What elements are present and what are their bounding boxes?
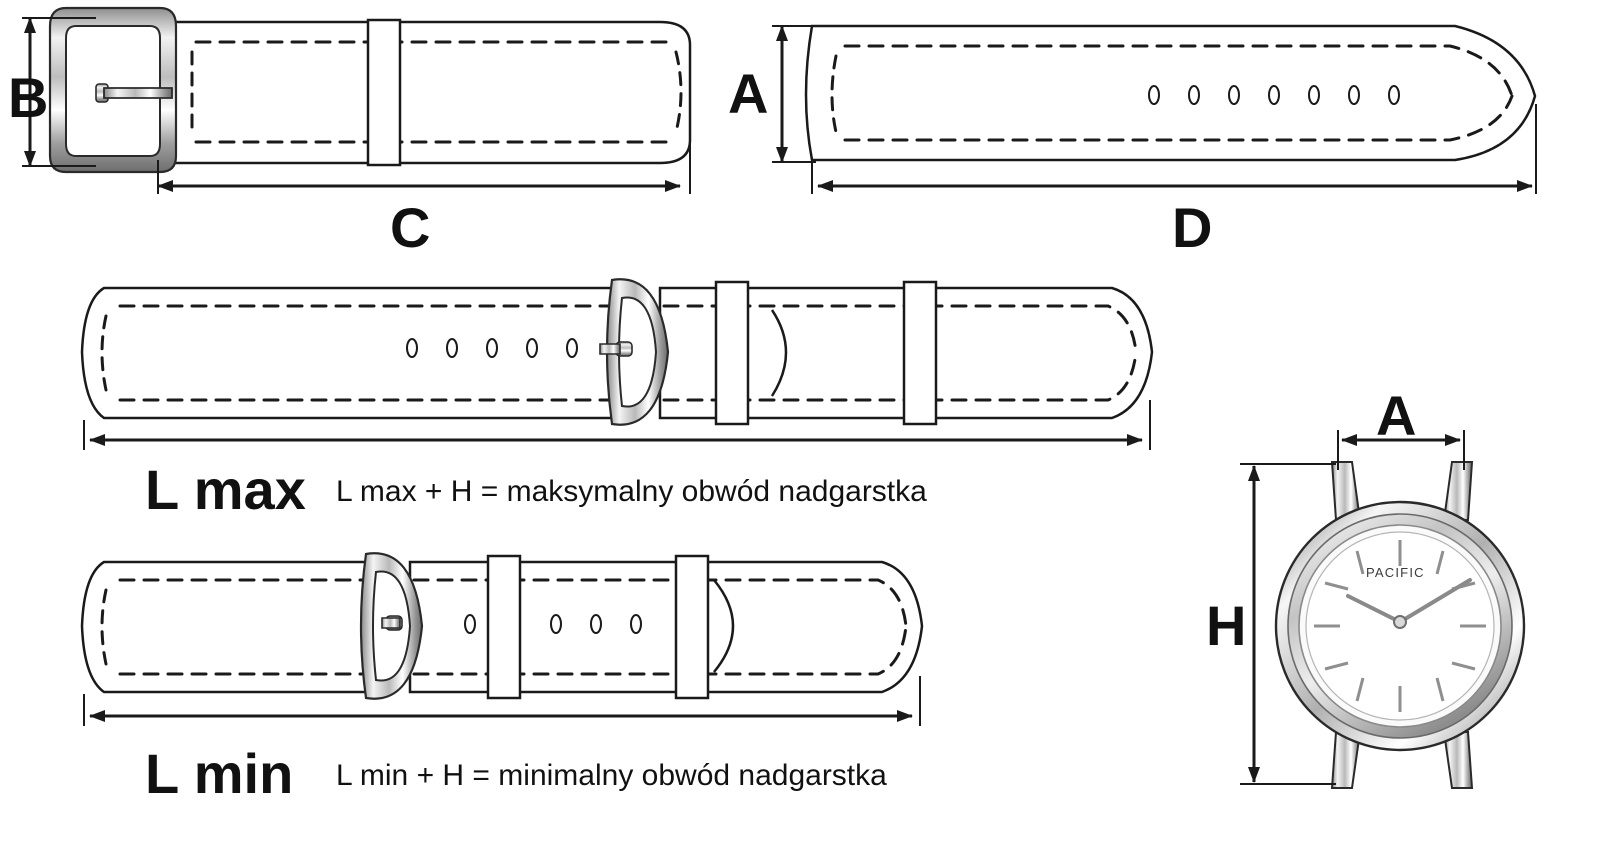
label-d: D [1172,196,1213,259]
label-h: H [1206,594,1247,657]
strap-full-lmin [82,553,922,698]
watch-dial-brand: PACIFIC [1366,565,1425,580]
label-l-max: L max [145,458,306,521]
strap-full-lmax [82,279,1152,424]
formula-l-max: L max + H = maksymalny obwód nadgarstka [336,475,927,508]
watch-illustration [1276,462,1524,788]
label-a-watch: A [1376,384,1417,447]
label-b: B [8,66,49,129]
label-a-top: A [728,62,769,125]
strap-buckle-end-top-left [50,8,690,172]
label-l-min: L min [145,742,294,805]
formula-l-min: L min + H = minimalny obwód nadgarstka [336,759,887,792]
strap-tip-top-right [806,26,1535,160]
label-c: C [390,196,431,259]
